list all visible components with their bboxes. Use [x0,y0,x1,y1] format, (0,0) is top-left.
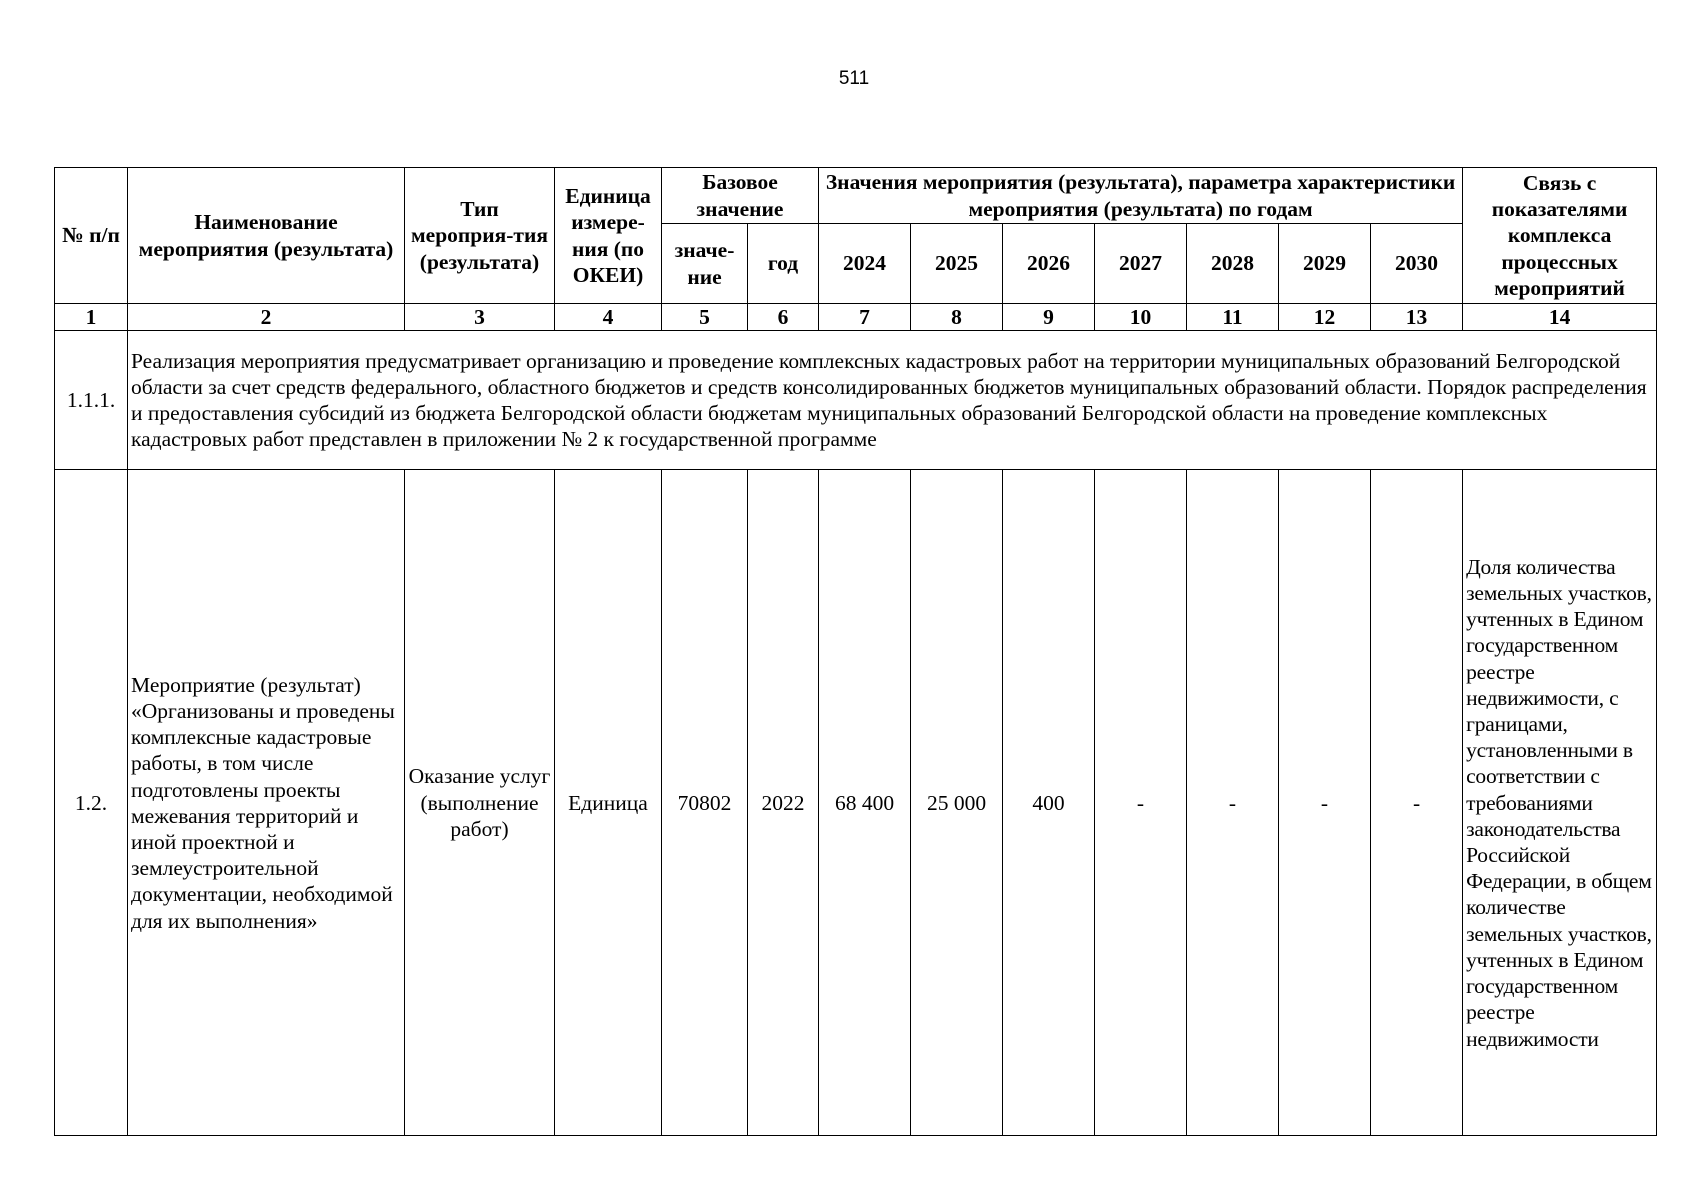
column-number: 3 [405,304,555,331]
column-number: 12 [1279,304,1371,331]
header-year: 2028 [1187,224,1279,304]
header-values: Значения мероприятия (результата), параметра характеристики мероприятия (результата) по годам [819,168,1463,224]
year-value: - [1187,470,1279,1136]
row-number: 1.1.1. [55,331,128,470]
year-value: - [1371,470,1463,1136]
column-number: 9 [1003,304,1095,331]
column-number: 8 [911,304,1003,331]
header-type: Тип мероприя-тия (результата) [405,168,555,304]
row-number: 1.2. [55,470,128,1136]
year-value: - [1279,470,1371,1136]
header-year: 2030 [1371,224,1463,304]
year-value: - [1095,470,1187,1136]
header-base-value: значе-ние [662,224,748,304]
header-name: Наименование мероприятия (результата) [128,168,405,304]
header-year: 2026 [1003,224,1095,304]
header-year: 2024 [819,224,911,304]
header-number: № п/п [55,168,128,304]
column-number: 6 [748,304,819,331]
column-number: 14 [1463,304,1657,331]
header-base: Базовое значение [662,168,819,224]
column-number: 2 [128,304,405,331]
year-value: 68 400 [819,470,911,1136]
column-number: 13 [1371,304,1463,331]
measure-unit: Единица [555,470,662,1136]
page-number: 511 [838,68,870,89]
year-value: 25 000 [911,470,1003,1136]
base-value: 70802 [662,470,748,1136]
header-unit: Единица измере-ния (по ОКЕИ) [555,168,662,304]
header-link: Связь с показателями комплекса процессных мероприятий [1463,168,1657,304]
measures-table [54,167,1657,1136]
column-number: 7 [819,304,911,331]
column-number: 1 [55,304,128,331]
column-number: 10 [1095,304,1187,331]
measure-name: Мероприятие (результат) «Организованы и проведены комплексные кадастровые работы, в том числе подготовлены проекты межевания территорий и иной проектной и землеустроительной документации, необходимой для их выполнения» [128,470,405,1136]
column-numbers-row [55,304,1657,331]
year-value: 400 [1003,470,1095,1136]
base-year: 2022 [748,470,819,1136]
indicator-link: Доля количества земельных участков, учтенных в Едином государственном реестре недвижимости, с границами, установленными в соответствии с требованиями законодательства Российской Федерации, в общем количестве земельных участков, учтенных в Едином государственном реестре недвижимости [1463,470,1657,1136]
table-row [55,331,1657,470]
header-base-year: год [748,224,819,304]
header-year: 2025 [911,224,1003,304]
column-number: 5 [662,304,748,331]
row-description: Реализация мероприятия предусматривает организацию и проведение комплексных кадастровых работ на территории муниципальных образований Белгородской области за счет средств федерального, областного бюджетов и средств консолидированных бюджетов муниципальных образований области. Порядок распределения и предоставления субсидий из бюджета Белгородской области бюджетам муниципальных образований Белгородской области на проведение комплексных кадастровых работ представлен в приложении № 2 к государственной программе [128,331,1657,470]
header-year: 2027 [1095,224,1187,304]
measure-type: Оказание услуг (выполнение работ) [405,470,555,1136]
column-number: 11 [1187,304,1279,331]
column-number: 4 [555,304,662,331]
table-row [55,470,1657,1136]
header-year: 2029 [1279,224,1371,304]
